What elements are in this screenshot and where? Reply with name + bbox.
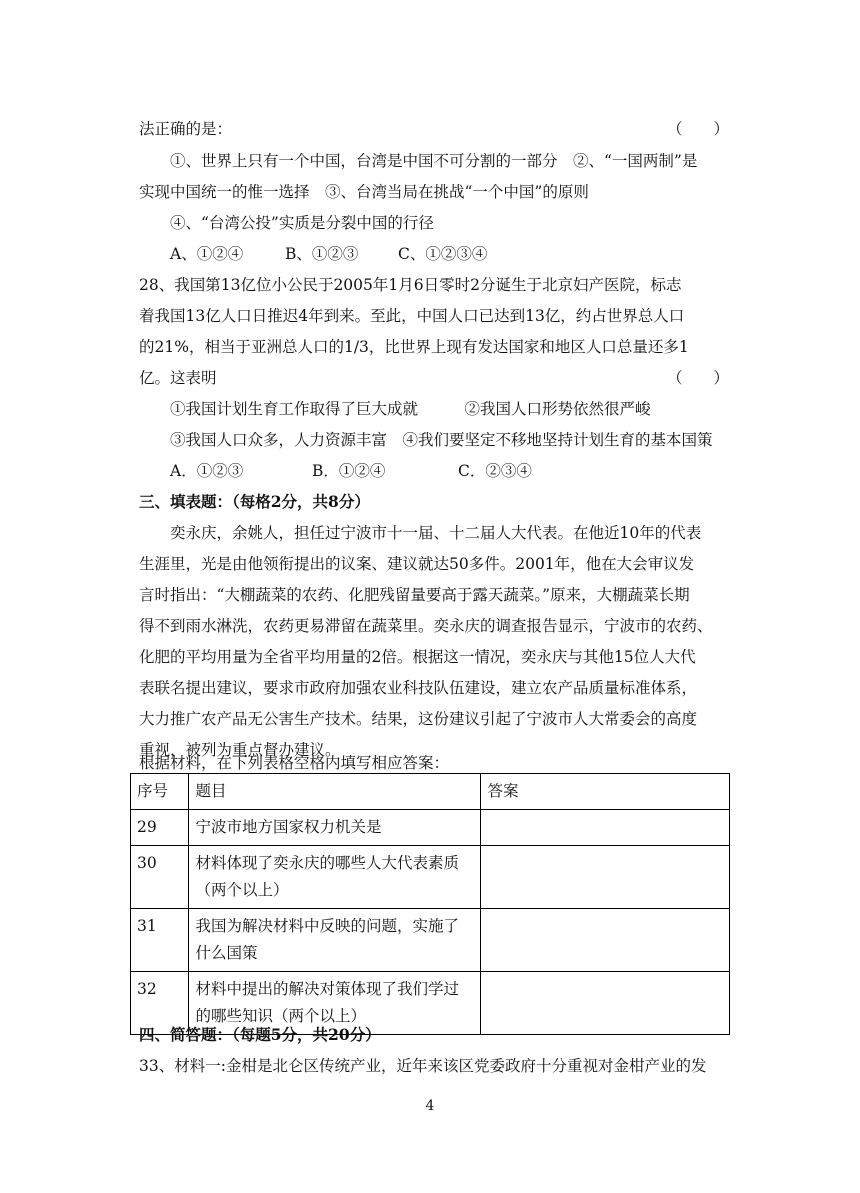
answer-paren: （ ） xyxy=(666,369,729,387)
header-answer: 答案 xyxy=(481,774,730,810)
q33-line-1: 33、材料一:金柑是北仑区传统产业，近年来该区党委政府十分重视对金柑产业的发 xyxy=(139,1057,707,1075)
option-b: B．①②④ xyxy=(312,462,386,480)
table-row xyxy=(131,810,730,846)
table-header-row xyxy=(131,774,730,810)
material-line-8: 重视，被列为重点督办建议。 xyxy=(139,741,341,759)
q28-statement-1: ①我国计划生育工作取得了巨大成就 ②我国人口形势依然很严峻 xyxy=(170,400,651,418)
q28-line-2: 着我国13亿人口日推迟4年到来。至此，中国人口已达到13亿，约占世界总人口 xyxy=(139,307,685,325)
q28-line-3: 的21%，相当于亚洲总人口的1/3，比世界上现有发达国家和地区人口总量还多1 xyxy=(139,338,689,356)
section-3-heading: 三、填表题：（每格2分，共8分） xyxy=(139,492,370,511)
option-a: A．①②③ xyxy=(170,462,244,480)
option-a: A、①②④ xyxy=(170,245,244,263)
answer-paren: （ ） xyxy=(666,120,729,138)
row-number: 29 xyxy=(131,810,189,846)
option-c: C、①②③④ xyxy=(398,245,488,263)
row-number: 32 xyxy=(131,972,189,1035)
row-question: 材料中提出的解决对策体现了我们学过 的哪些知识（两个以上） xyxy=(189,972,481,1035)
material-line-5: 化肥的平均用量为全省平均用量的2倍。根据这一情况，奕永庆与其他15位人大代 xyxy=(139,648,696,666)
q28-statement-2: ③我国人口众多，人力资源丰富 ④我们要坚定不移地坚持计划生育的基本国策 xyxy=(170,431,713,449)
material-line-1: 奕永庆，余姚人，担任过宁波市十一届、十二届人大代表。在他近10年的代表 xyxy=(170,524,702,542)
q28-line-1: 28、我国第13亿位小公民于2005年1月6日零时2分诞生于北京妇产医院，标志 xyxy=(139,276,682,294)
answer-table xyxy=(130,773,730,1035)
material-line-4: 得不到雨水淋洗，农药更易滞留在蔬菜里。奕永庆的调查报告显示，宁波市的农药、 xyxy=(139,617,713,635)
row-question: 宁波市地方国家权力机关是 xyxy=(189,810,481,846)
material-line-2: 生涯里，光是由他领衔提出的议案、建议就达50多件。2001年，他在大会审议发 xyxy=(139,555,695,573)
q28-line-4: 亿。这表明 （ ） xyxy=(139,369,729,387)
section-4-heading: 四、简答题：（每题5分，共20分） xyxy=(139,1025,381,1044)
page-number: 4 xyxy=(425,1098,435,1114)
header-question: 题目 xyxy=(189,774,481,810)
row-question: 材料体现了奕永庆的哪些人大代表素质 （两个以上） xyxy=(189,846,481,909)
option-c: C．②③④ xyxy=(458,462,532,480)
row-question: 我国为解决材料中反映的问题，实施了 什么国策 xyxy=(189,909,481,972)
q27-statement-1: ①、世界上只有一个中国，台湾是中国不可分割的一部分 ②、“一国两制”是 xyxy=(170,152,698,170)
option-b: B、①②③ xyxy=(285,245,359,263)
answer-cell[interactable] xyxy=(481,909,730,972)
q27-options xyxy=(170,244,730,264)
material-line-7: 大力推广农产品无公害生产技术。结果，这份建议引起了宁波市人大常委会的高度 xyxy=(139,710,698,728)
header-number: 序号 xyxy=(131,774,189,810)
material-line-6: 表联名提出建议，要求市政府加强农业科技队伍建设，建立农产品质量标准体系， xyxy=(139,679,698,697)
q27-statement-4: ④、“台湾公投”实质是分裂中国的行径 xyxy=(170,214,434,232)
q28-options xyxy=(170,461,730,481)
answer-cell[interactable] xyxy=(481,846,730,909)
material-line-3: 言时指出：“大棚蔬菜的农药、化肥残留量要高于露天蔬菜。”原来，大棚蔬菜长期 xyxy=(139,586,690,604)
q27-stem-tail: 法正确的是： （ ） xyxy=(139,120,729,138)
row-number: 30 xyxy=(131,846,189,909)
table-row xyxy=(131,846,730,909)
table-row xyxy=(131,909,730,972)
row-number: 31 xyxy=(131,909,189,972)
table-instruction: 根据材料，在下列表格空格内填写相应答案： xyxy=(139,754,450,772)
q27-statement-1-cont: 实现中国统一的惟一选择 ③、台湾当局在挑战“一个中国”的原则 xyxy=(139,183,589,201)
answer-cell[interactable] xyxy=(481,810,730,846)
